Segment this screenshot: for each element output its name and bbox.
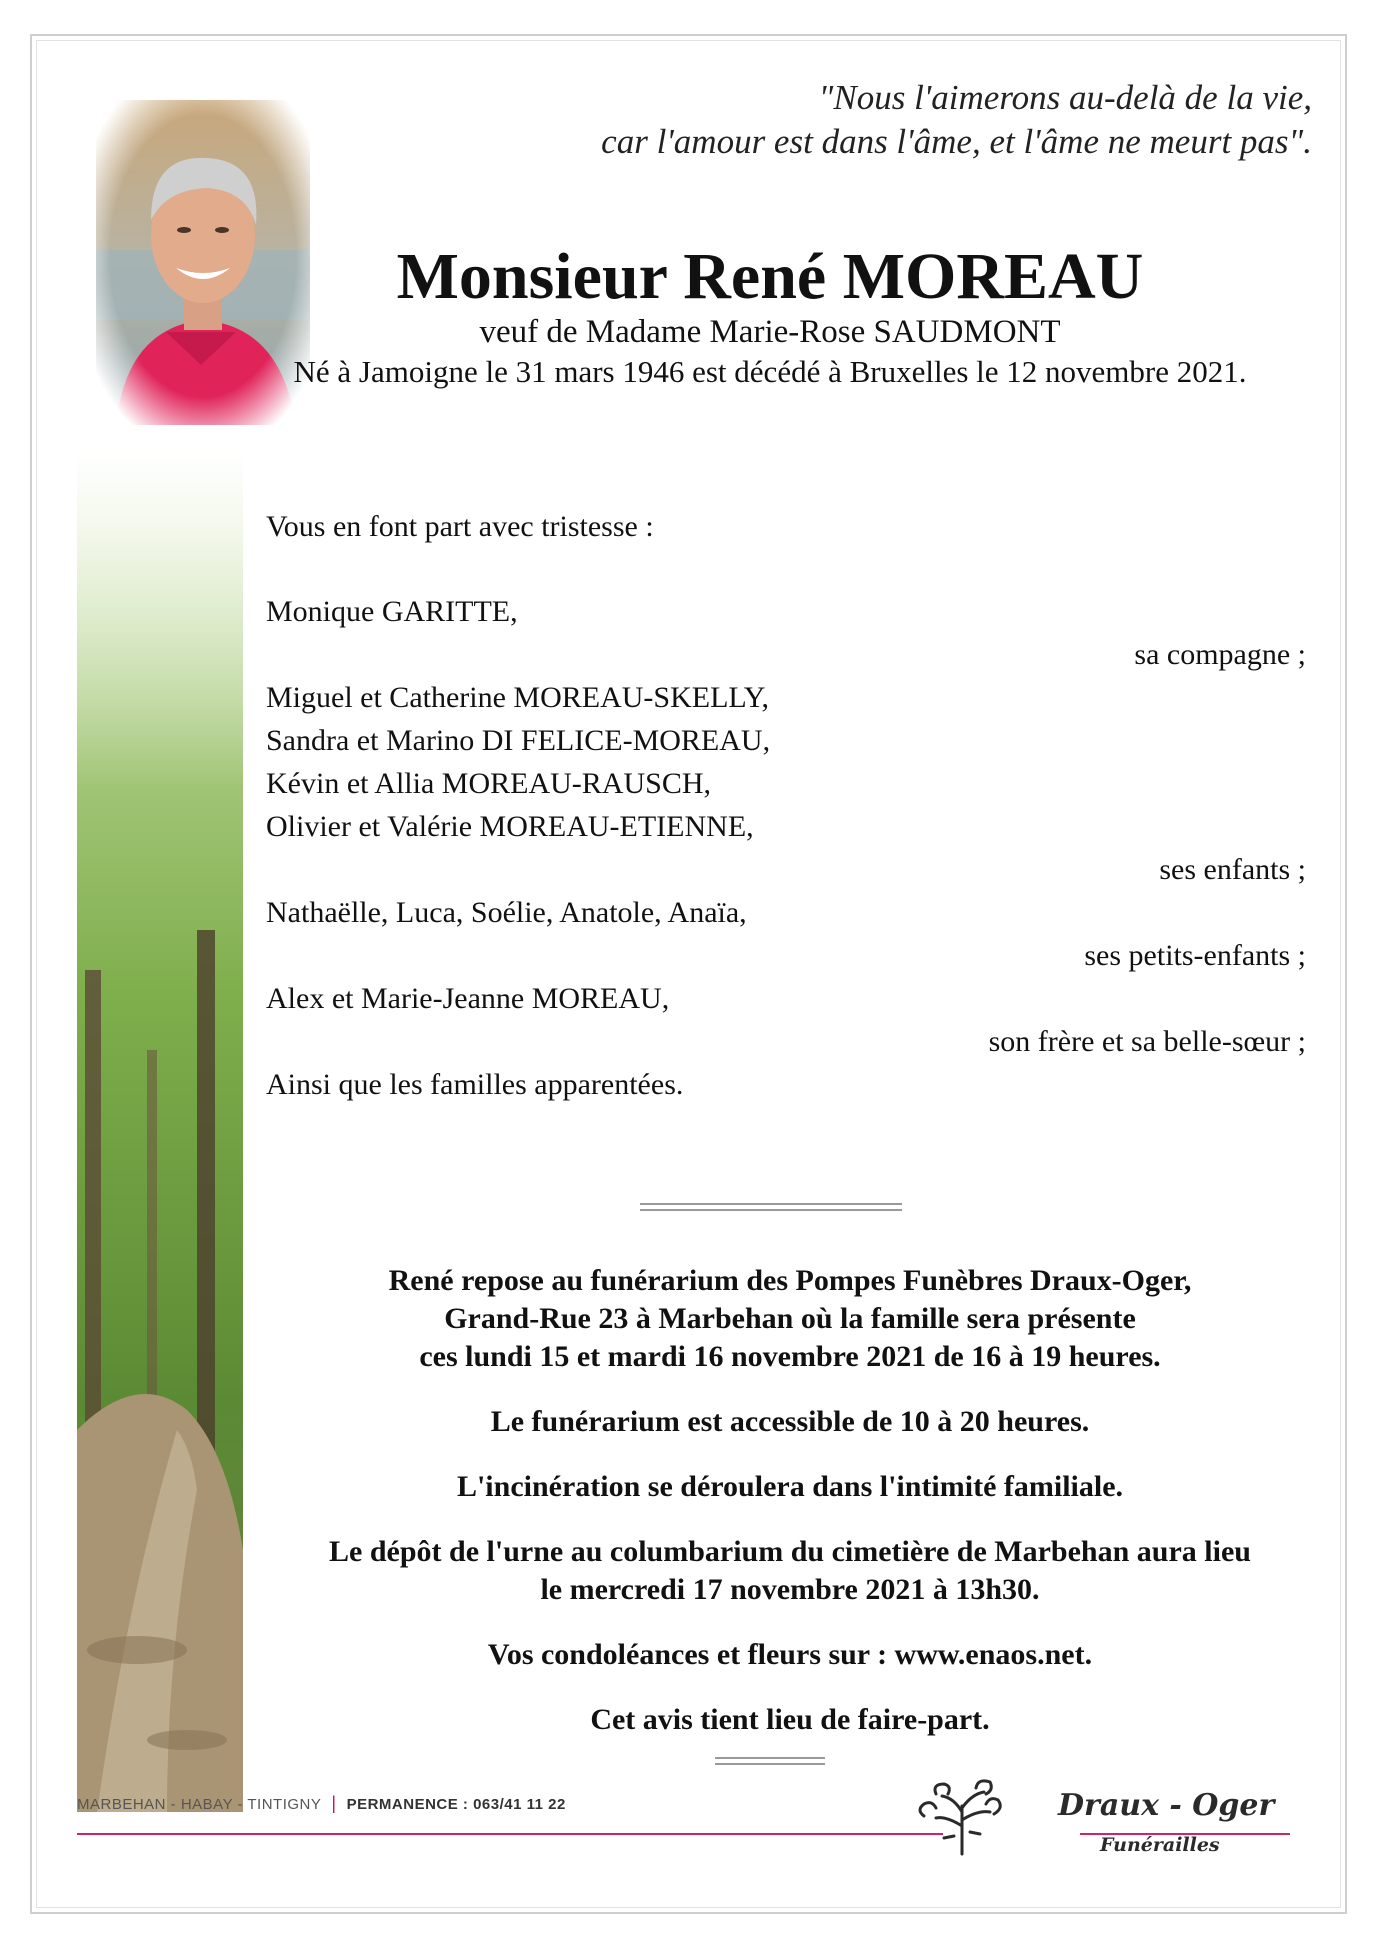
deceased-name: Monsieur René MOREAU [396,240,1144,313]
info-p3: L'incinération se déroulera dans l'intimité familiale. [456,1470,1124,1503]
child-3: Kévin et Allia MOREAU-RAUSCH, [266,767,711,800]
quote-line-2: car l'amour est dans l'âme, et l'âme ne meurt pas". [601,122,1312,161]
locations-text: MARBEHAN - HABAY - TINTIGNY [77,1796,322,1813]
intro-line: Vous en font part avec tristesse : [266,510,654,543]
divider-top [640,1203,902,1213]
child-1: Miguel et Catherine MOREAU-SKELLY, [266,681,770,714]
siblings-names: Alex et Marie-Jeanne MOREAU, [266,982,670,1015]
divider-bottom [715,1757,825,1767]
partner-name: Monique GARITTE, [266,595,518,628]
siblings-role: son frère et sa belle-sœur ; [988,1025,1306,1058]
footer-accent-line-left [77,1833,943,1835]
permanence-label: PERMANENCE : [346,1796,474,1813]
footer-locations [77,1793,566,1814]
brand-subtitle: Funérailles [1100,1834,1220,1856]
child-2: Sandra et Marino DI FELICE-MOREAU, [266,724,771,757]
info-p5: Vos condoléances et fleurs sur : www.enaos.net. [487,1638,1093,1671]
widow-of: veuf de Madame Marie-Rose SAUDMONT [479,314,1061,350]
ceremony-info [240,1262,1340,1766]
brand-name: Draux - Oger [1058,1788,1275,1823]
grandchildren-role: ses petits-enfants ; [1084,939,1306,972]
birth-death-line: Né à Jamoigne le 31 mars 1946 est décédé à Bruxelles le 12 novembre 2021. [293,354,1247,389]
info-p4-l2: le mercredi 17 novembre 2021 à 13h30. [540,1573,1040,1606]
quote-line-1: "Nous l'aimerons au-delà de la vie, [818,78,1312,117]
info-p1-l1: René repose au funérarium des Pompes Funèbres Draux-Oger, [388,1264,1192,1297]
permanence-phone: 063/41 11 22 [473,1796,566,1813]
tree-logo-icon [906,1776,1018,1856]
info-p2: Le funérarium est accessible de 10 à 20 heures. [490,1405,1090,1438]
info-p1-l2: Grand-Rue 23 à Marbehan où la famille sera présente [444,1302,1136,1335]
grandchildren-names: Nathaëlle, Luca, Soélie, Anatole, Anaïa, [266,896,747,929]
info-p4-l1: Le dépôt de l'urne au columbarium du cimetière de Marbehan aura lieu [329,1535,1251,1568]
info-p1-l3: ces lundi 15 et mardi 16 novembre 2021 de 16 à 19 heures. [419,1340,1161,1373]
extended-family: Ainsi que les familles apparentées. [266,1068,684,1101]
epitaph-quote [601,76,1312,164]
children-role: ses enfants ; [1159,853,1306,886]
announcement-body [266,505,1306,1106]
forest-path-image [77,450,243,1812]
child-4: Olivier et Valérie MOREAU-ETIENNE, [266,810,754,843]
footer-separator: | [331,1793,337,1813]
info-p6: Cet avis tient lieu de faire-part. [590,1703,990,1736]
partner-role: sa compagne ; [1134,638,1306,671]
